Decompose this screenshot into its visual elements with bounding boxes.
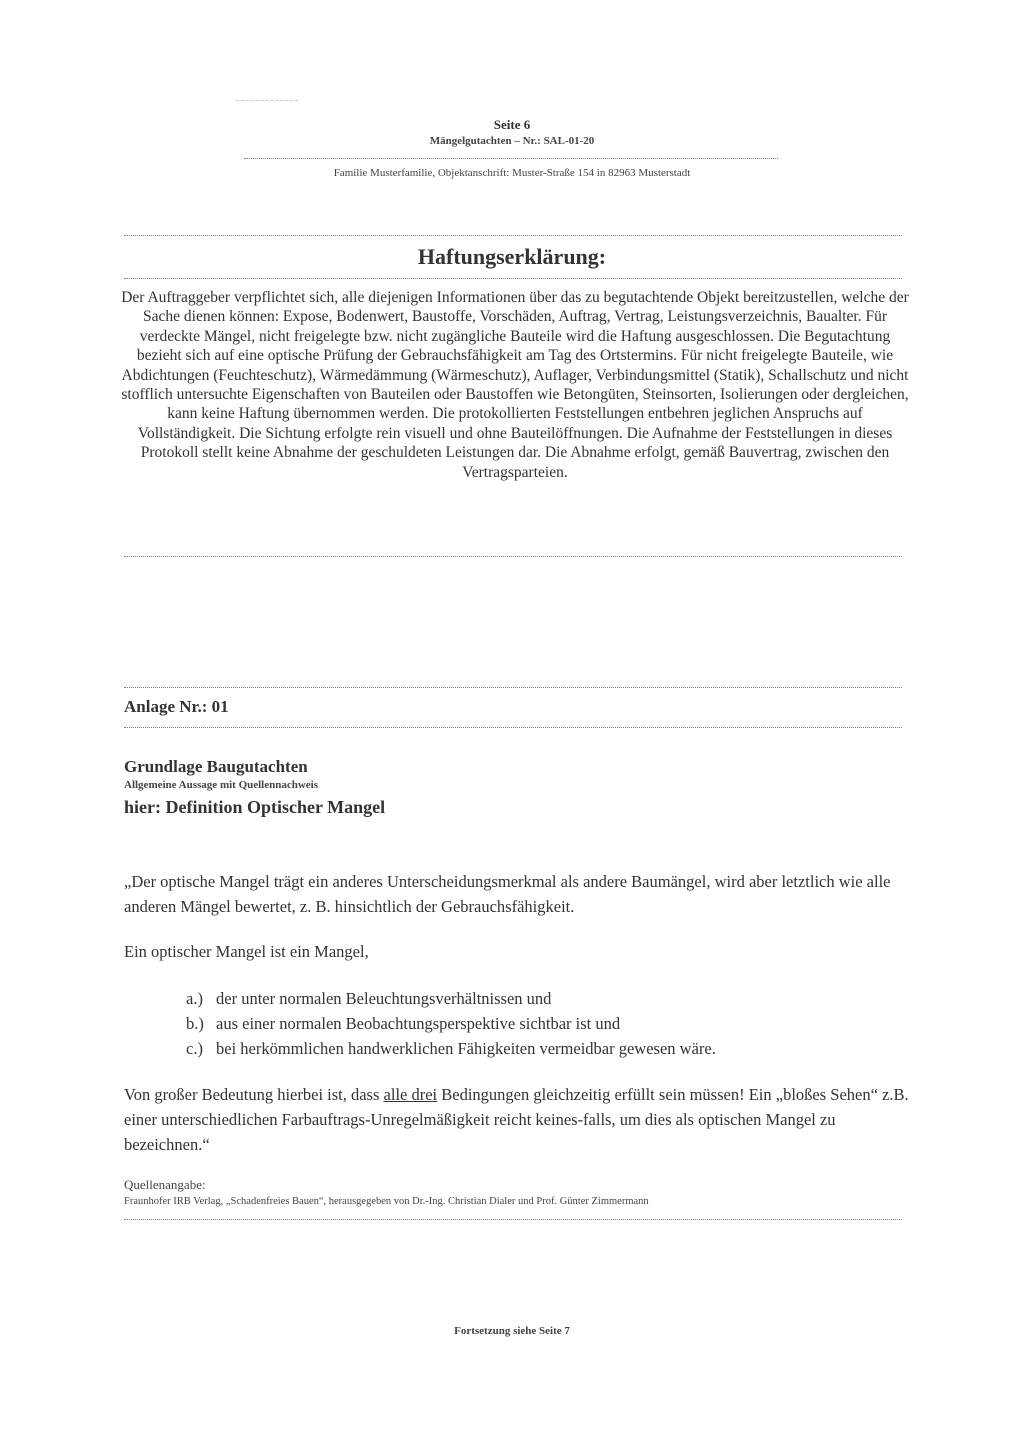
annex-label-divider [124, 727, 902, 728]
condition-text: der unter normalen Beleuchtungsverhältnissen und [216, 989, 552, 1008]
condition-item [186, 986, 716, 1011]
condition-item [186, 1036, 716, 1061]
scan-artifact [236, 100, 298, 101]
liability-bottom-divider [124, 556, 902, 557]
annex-top-divider [124, 687, 902, 688]
annex-subheading: Allgemeine Aussage mit Quellennachweis [124, 779, 319, 791]
conditions-list [186, 986, 716, 1061]
header-divider [244, 158, 778, 159]
liability-text: Der Auftraggeber verpflichtet sich, alle diejenigen Informationen über das zu begutachtende Objekt bereitzustellen, welche der Sache dienen können: Expose, Bodenwert, Baustoffe, Vorschäden, Auftrag, Vertrag, Leistungsverzeichnis, Baualter. Für verdeckte Mängel, nicht freigelegte bzw. nicht zugängliche Bauteile wird die Haftung ausgeschlossen. Die Begutachtung bezieht sich auf eine optische Prüfung der Gebrauchsfähigkeit am Tag des Ortstermins. Für nicht freigelegte Bauteile, wie Abdichtungen (Feuchteschutz), Wärmedämmung (Wärmeschutz), Auflager, Verbindungsmittel (Statik), Schallschutz und nicht stofflich untersuchte Eigenschaften von Bauteilen oder Baustoffen wie Betongüten, Steinsorten, Isolierungen oder dergleichen, kann keine Haftung übernommen werden. Die protokollierten Feststellungen entbehren jeglichen Anspruchs auf Vollständigkeit. Die Sichtung erfolgte rein visuell und ohne Bauteilöffnungen. Die Aufnahme der Feststellungen in dieses Protokoll stellt keine Abnahme der geschuldeten Leistungen dar. Die Abnahme erfolgt, gemäß Bauvertrag, zwischen den Vertragsparteien. [121, 289, 909, 481]
condition-text: bei herkömmlichen handwerklichen Fähigkeiten vermeidbar gewesen wäre. [216, 1039, 716, 1058]
condition-marker: a.) [186, 989, 203, 1008]
liability-title: Haftungserklärung: [417, 244, 607, 269]
source-divider [124, 1219, 902, 1220]
significance-paragraph [124, 1082, 914, 1157]
significance-emphasis: alle drei [383, 1085, 438, 1104]
report-number: Mängelgutachten – Nr.: SAL-01-20 [429, 135, 595, 147]
condition-marker: b.) [186, 1014, 204, 1033]
significance-text-start: Von großer Bedeutung hierbei ist, dass [124, 1085, 384, 1104]
condition-text: aus einer normalen Beobachtungsperspektive sichtbar ist und [216, 1014, 621, 1033]
object-address: Familie Musterfamilie, Objektanschrift: Muster-Straße 154 in 82963 Musterstadt [333, 167, 691, 179]
condition-marker: c.) [186, 1039, 203, 1058]
source-label: Quellenangabe: [124, 1177, 206, 1192]
liability-top-divider [124, 235, 902, 236]
liability-title-divider [124, 278, 902, 279]
definition-intro: Ein optischer Mangel ist ein Mangel, [124, 942, 369, 961]
annex-label: Anlage Nr.: 01 [124, 697, 229, 716]
annex-heading: Grundlage Baugutachten [124, 757, 308, 776]
continuation-note: Fortsetzung siehe Seite 7 [454, 1325, 570, 1337]
annex-topic: hier: Definition Optischer Mangel [124, 797, 386, 817]
page-number: Seite 6 [493, 117, 531, 132]
condition-item [186, 1011, 716, 1036]
definition-paragraph: „Der optische Mangel trägt ein anderes Unterscheidungsmerkmal als andere Baumängel, wird aber letztlich wie alle anderen Mängel bewertet, z. B. hinsichtlich der Gebrauchsfähigkeit. [124, 872, 891, 916]
significance-text-end: Bedingungen gleichzeitig erfüllt sein müssen! Ein „bloßes Sehen“ z.B. einer unterschiedlichen Farbauftrags-Unregelmäßigkeit reicht keines-falls, um dies als optischen Mangel zu bezeichnen.“ [124, 1085, 909, 1154]
source-citation: Fraunhofer IRB Verlag, „Schadenfreies Bauen“, herausgegeben von Dr.-Ing. Christian Dialer und Prof. Günter Zimmermann [124, 1196, 649, 1207]
